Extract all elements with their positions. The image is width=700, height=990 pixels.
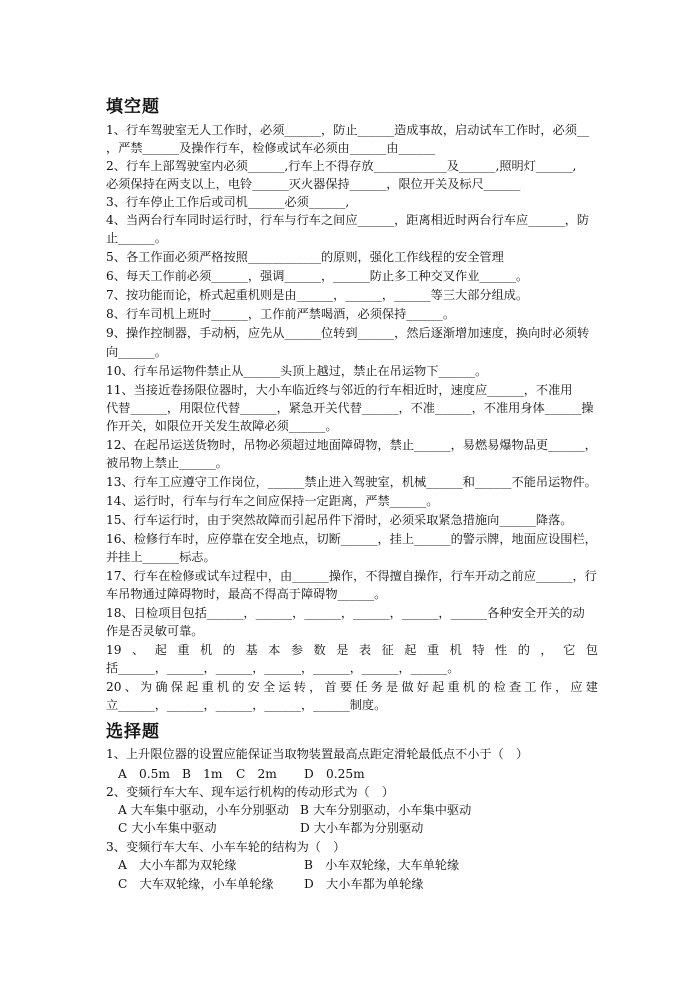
fill-line: 9、操作控制器，手动柄，应先从______位转到______，然后逐渐增加速度，换向时必须转 [106, 326, 590, 340]
question-stem: 3、变频行车大车、小车车轮的结构为（ ） [106, 840, 346, 854]
question-stem: 1、上升限位器的设置应能保证当取物装置最高点距定滑轮最低点不小于（ ） [106, 747, 529, 761]
option-b: B 大车分别驱动，小车集中驱动 [300, 803, 472, 817]
question-stem: 2、变频行车大车、现车运行机构的传动形式为（ ） [106, 785, 395, 799]
fill-line: 13、行车工应遵守工作岗位，______禁止进入驾驶室，机械______和______不能吊运物件。 [106, 475, 597, 489]
option-a: A 0.5m [118, 767, 170, 781]
fill-line: 向______。 [106, 345, 167, 359]
option-b: B 1m [182, 767, 223, 781]
fill-line: 立______，______，______，______，______制度。 [106, 698, 387, 712]
fill-section-title: 填空题 [106, 97, 160, 117]
fill-line: ，严禁______及操作行车，检修或试车必须由______由______ [106, 141, 436, 155]
fill-line: 4、当两台行车同时运行时，行车与行车之间应______，距离相近时两台行车应______，防 [106, 213, 590, 227]
fill-line: 必须保持在两支以上，电铃______灭火器保持______，限位开关及标尺______ [106, 177, 521, 191]
fill-line: 20、为确保起重机的安全运转，首要任务是做好起重机的检查工作，应建 [106, 680, 598, 694]
fill-line: 15、行车运行时，由于突然故障而引起吊件下滑时，必须采取紧急措施向______降落。 [106, 513, 573, 527]
option-b: B 小车双轮缘，大车单轮缘 [304, 858, 460, 872]
option-d: D 大小车都为单轮缘 [304, 877, 424, 891]
fill-line: 被吊物上禁止______。 [106, 456, 228, 470]
fill-line: 6、每天工作前必须______，强调______，______防止多工种交叉作业______。 [106, 269, 529, 283]
fill-line: 17、行车在检修或试车过程中，由______操作，不得擅自操作，行车开动之前应______，行 [106, 569, 597, 583]
fill-line: 代替______，用限位代替______，紧急开关代替______，不准______，不准用身体______操 [106, 401, 594, 415]
fill-line: 18、日检项目包括______，______，______，______，______，______各种安全开关的动 [106, 606, 585, 620]
option-a: A 大小车都为双轮缘 [118, 858, 237, 872]
fill-line: 3、行车停止工作后或司机______必须______, [106, 195, 350, 209]
fill-line: 5、各工作面必须严格按照____________的原则，强化工作线程的安全管理 [106, 250, 504, 264]
fill-line: 16、检修行车时，应停靠在安全地点，切断______，挂上______的警示牌，地面应设围栏， [106, 532, 597, 546]
fill-line: 2、行车上部驾驶室内必须______,行车上不得存放____________及______,照明灯______, [106, 159, 577, 173]
option-c: C 大车双轮缘，小车单轮缘 [118, 877, 274, 891]
fill-line: 车吊物通过障碍物时，最高不得高于障碍物______。 [106, 587, 387, 601]
fill-line: 11、当接近卷扬限位器时，大小车临近终与邻近的行车相近时，速度应______，不准用 [106, 383, 573, 397]
fill-line: 作是否灵敏可靠。 [106, 624, 204, 638]
fill-line: 止______。 [106, 231, 167, 245]
fill-line: 并挂上______标志。 [106, 550, 216, 564]
choice-section-title: 选择题 [106, 722, 160, 742]
fill-line: 作开关，如限位开关发生故障必须______。 [106, 419, 338, 433]
fill-line: 19、起重机的基本参数是表征起重机特性的，它包 [106, 643, 598, 657]
fill-line: 7、按功能而论，桥式起重机则是由______，______，______等三大部分组成。 [106, 288, 529, 302]
fill-line: 括______，______，______，______，______，______，______。 [106, 661, 460, 675]
option-c: C 2m [236, 767, 277, 781]
option-c: C 大小车集中驱动 [118, 821, 217, 835]
option-a: A 大车集中驱动，小车分别驱动 [118, 803, 290, 817]
fill-line: 12、在起吊运送货物时，吊物必须超过地面障碍物，禁止______，易燃易爆物品更______， [106, 438, 597, 452]
fill-line: 10、行车吊运物件禁止从______头顶上越过，禁止在吊运物下______。 [106, 364, 488, 378]
fill-line: 14、运行时，行车与行车之间应保持一定距离，严禁______。 [106, 494, 439, 508]
option-d: D 大小车都为分别驱动 [300, 821, 424, 835]
fill-line: 8、行车司机上班时______，工作前严禁喝酒，必须保持______。 [106, 307, 456, 321]
option-d: D 0.25m [304, 767, 365, 781]
fill-line: 1、行车驾驶室无人工作时，必须______，防止______造成事故，启动试车工作时，必须__ [106, 123, 590, 137]
